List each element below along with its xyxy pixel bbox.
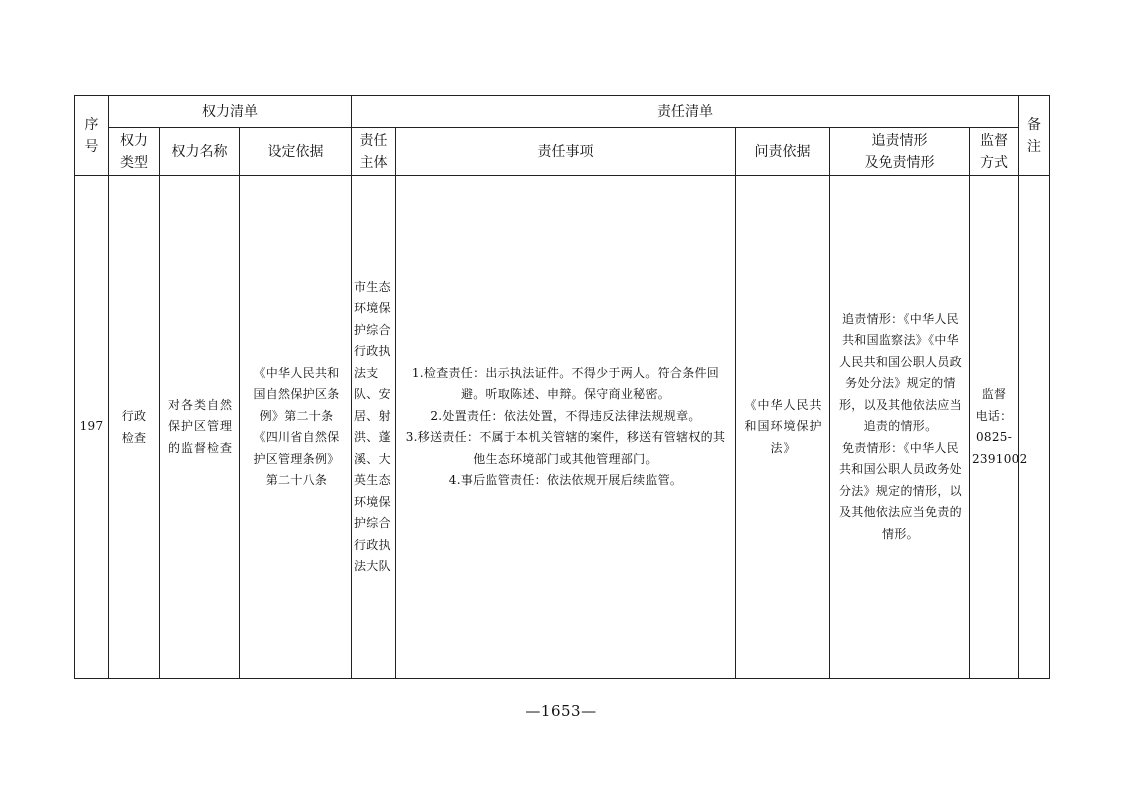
row-power-type: 行政检查 <box>109 176 160 679</box>
accountability-item: 追责情形：《中华人民共和国监察法》《中华人民共和国公职人员政务处分法》规定的情形，以及其他依法应当追责的情形。 <box>838 311 962 434</box>
row-subject: 市生态环境保护综合行政执法支队、安居、射洪、蓬溪、大英生态环境保护综合行政执法大队 <box>352 176 396 679</box>
matter-item: 2.处置责任：依法处置，不得违反法律法规规章。 <box>430 408 701 423</box>
row-accountability-cases <box>830 176 970 679</box>
row-basis <box>240 176 352 679</box>
header-supervision-method: 监督方式 <box>970 128 1019 176</box>
header-seq: 序号 <box>75 96 109 176</box>
header-power-list: 权力清单 <box>109 96 352 128</box>
exemption-item: 免责情形：《中华人民共和国公职人员政务处分法》规定的情形，以及其他依法应当免责的情形。 <box>838 440 962 541</box>
responsibility-table <box>74 95 1050 679</box>
header-accountability-cases: 追责情形 及免责情形 <box>830 128 970 176</box>
matter-item: 4.事后监管责任：依法依规开展后续监管。 <box>448 473 683 487</box>
row-matters <box>396 176 736 679</box>
matter-item: 1.检查责任：出示执法证件。不得少于两人。符合条件回避。听取陈述、申辩。保守商业秘密。 <box>411 365 720 401</box>
row-accountability-basis: 《中华人民共和国环境保护法》 <box>736 176 830 679</box>
header-basis: 设定依据 <box>240 128 352 176</box>
row-remarks <box>1019 176 1050 679</box>
table-row <box>75 176 1050 679</box>
matter-item: 3.移送责任：不属于本机关管辖的案件，移送有管辖权的其他生态环境部门或其他管理部门。 <box>405 430 726 466</box>
header-subject: 责任主体 <box>352 128 396 176</box>
row-power-name: 对各类自然保护区管理的监督检查 <box>160 176 240 679</box>
header-remarks: 备注 <box>1019 96 1050 176</box>
basis-item: 《中华人民共和国自然保护区条例》第二十条 <box>253 365 340 423</box>
header-power-type: 权力类型 <box>109 128 160 176</box>
basis-item: 《四川省自然保护区管理条例》第二十八条 <box>253 430 340 487</box>
header-accountability-basis: 问责依据 <box>736 128 830 176</box>
header-responsibility-list: 责任清单 <box>352 96 1019 128</box>
header-power-name: 权力名称 <box>160 128 240 176</box>
page-number: —1653— <box>525 702 597 720</box>
row-seq: 197 <box>75 176 109 679</box>
header-matters: 责任事项 <box>396 128 736 176</box>
row-supervision: 监督 电话： 0825- 2391002 <box>970 176 1019 679</box>
